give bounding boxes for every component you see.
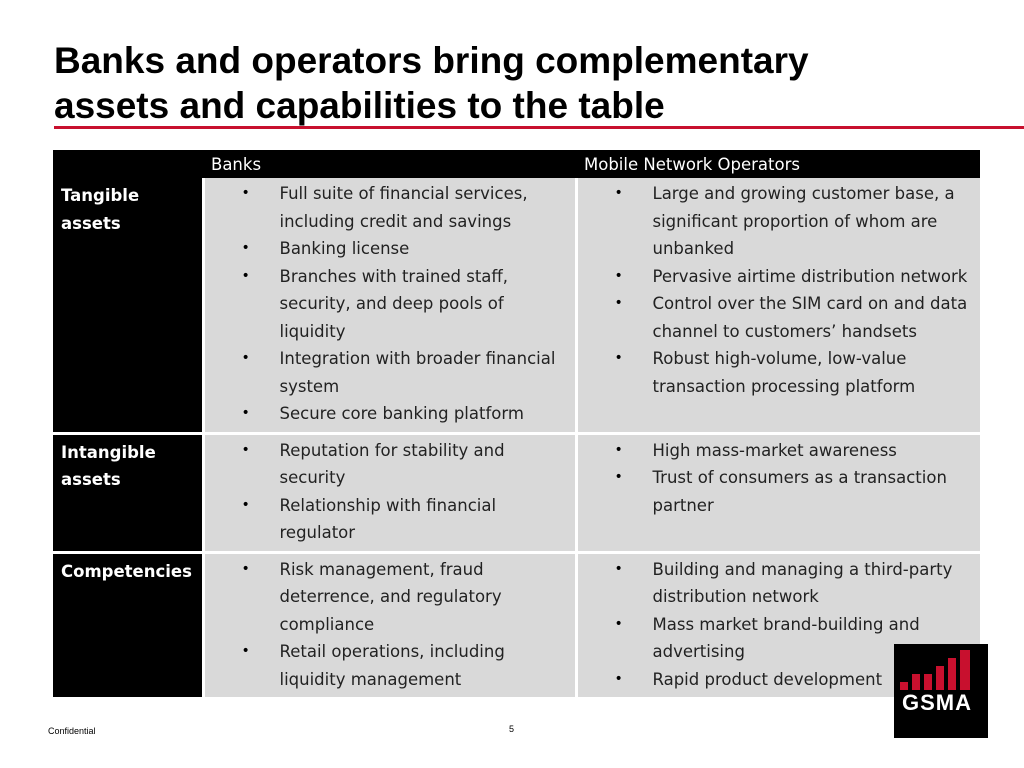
list-item: • Rapid product development xyxy=(582,666,977,694)
bullet-icon: • xyxy=(241,441,250,458)
operators-cell xyxy=(576,178,980,433)
slide-title-line-2: assets and capabilities to the table xyxy=(54,85,665,126)
list-item: • Branches with trained staff, security, and deep pools of liquidity xyxy=(209,263,571,346)
list-item: • Relationship with financial regulator xyxy=(209,492,571,547)
table-row xyxy=(53,552,980,697)
table-row xyxy=(53,178,980,433)
list-item: • Integration with broader financial system xyxy=(209,345,571,400)
row-label-intangible-assets: Intangible assets xyxy=(53,433,203,552)
bullet-icon: • xyxy=(241,267,250,284)
gsma-logo-graphic xyxy=(894,644,988,738)
bullet-icon: • xyxy=(241,350,250,366)
title-divider xyxy=(54,126,1024,129)
list-item: • Banking license xyxy=(209,235,571,263)
list-item: • Large and growing customer base, a significant proportion of whom are unbanked xyxy=(582,180,977,263)
bullet-icon: • xyxy=(614,267,623,284)
bullet-icon: • xyxy=(614,295,623,311)
list-item: • Control over the SIM card on and data channel to customers’ handsets xyxy=(582,290,977,345)
bullet-icon: • xyxy=(614,469,623,485)
list-item: • Risk management, fraud deterrence, and regulatory compliance xyxy=(209,556,571,639)
gsma-wordmark: GSMA xyxy=(902,690,972,715)
bullet-icon: • xyxy=(614,560,623,577)
table-row xyxy=(53,433,980,552)
bullet-icon: • xyxy=(241,405,250,421)
banks-cell xyxy=(203,178,576,433)
list-item: • Full suite of financial services, including credit and savings xyxy=(209,180,571,235)
list-item: • Retail operations, including liquidity management xyxy=(209,638,571,693)
list-item: • Pervasive airtime distribution network xyxy=(582,263,977,291)
page-number: 5 xyxy=(509,724,515,734)
gsma-logo-icon xyxy=(894,644,988,738)
comparison-table xyxy=(53,150,980,697)
bullet-icon: • xyxy=(241,240,250,256)
bullet-icon: • xyxy=(241,185,250,201)
bullet-icon: • xyxy=(614,185,623,201)
operators-cell xyxy=(576,433,980,552)
slide-title xyxy=(54,38,954,128)
list-item: • High mass-market awareness xyxy=(582,437,977,465)
bullet-icon: • xyxy=(241,496,250,513)
row-label-tangible-assets: Tangible assets xyxy=(53,178,203,433)
header-corner xyxy=(53,150,203,178)
header-operators: Mobile Network Operators xyxy=(576,150,980,178)
bullet-icon: • xyxy=(614,670,623,687)
bullet-icon: • xyxy=(614,350,623,366)
row-label-competencies: Competencies xyxy=(53,552,203,697)
header-banks: Banks xyxy=(203,150,576,178)
bullet-icon: • xyxy=(614,615,623,632)
bullet-icon: • xyxy=(241,643,250,659)
list-item: • Trust of consumers as a transaction partner xyxy=(582,464,977,519)
banks-cell xyxy=(203,433,576,552)
confidential-label: Confidential xyxy=(48,726,96,736)
list-item: • Mass market brand-building and advertising xyxy=(582,611,977,666)
slide-title-line-1: Banks and operators bring complementary xyxy=(54,40,809,81)
banks-cell xyxy=(203,552,576,697)
list-item: • Reputation for stability and security xyxy=(209,437,571,492)
list-item: • Secure core banking platform xyxy=(209,400,571,428)
bullet-icon: • xyxy=(241,560,250,577)
table-header-row xyxy=(53,150,980,178)
list-item: • Building and managing a third-party distribution network xyxy=(582,556,977,611)
list-item: • Robust high-volume, low-value transaction processing platform xyxy=(582,345,977,400)
bullet-icon: • xyxy=(614,441,623,458)
